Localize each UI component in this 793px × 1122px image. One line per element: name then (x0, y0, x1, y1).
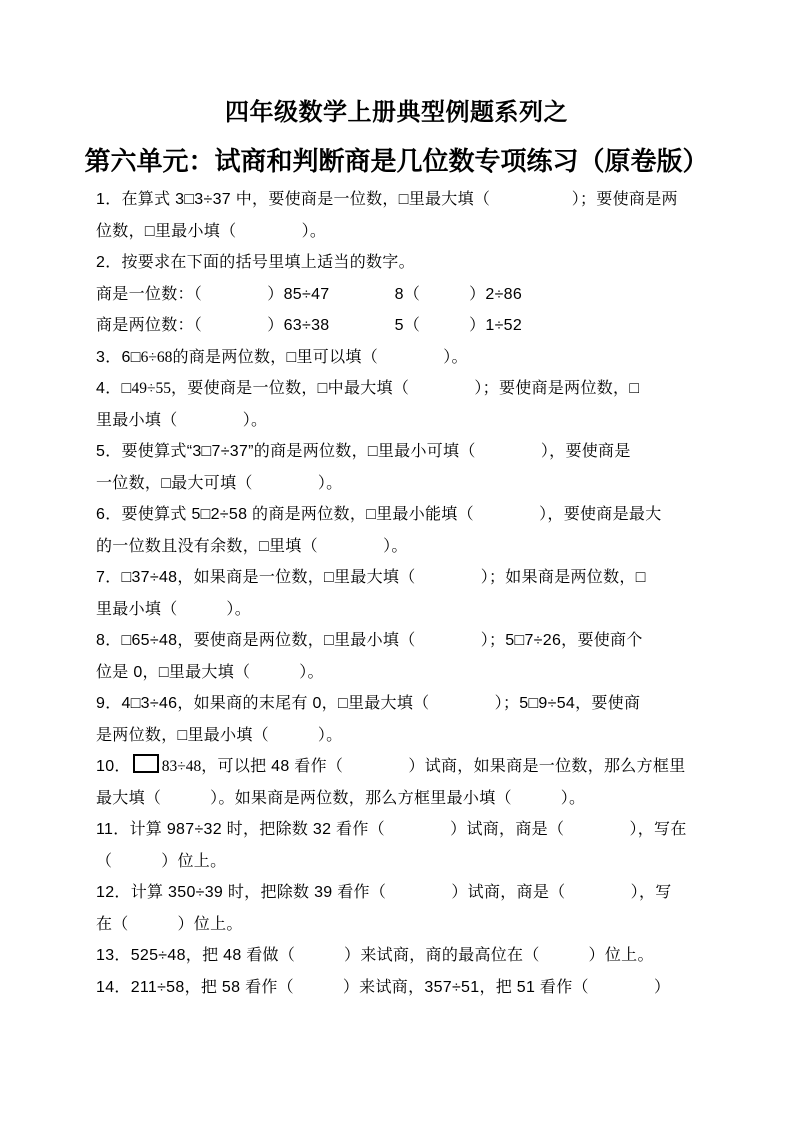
q14-line1 (96, 972, 697, 1004)
question-list (96, 184, 697, 1003)
text-segment: 里最小填（ ）。 (96, 411, 268, 429)
text-segment: ，要使商是一位数，□中最大填（ ）；要使商是两位数，□ (170, 380, 640, 397)
q9-line1 (96, 688, 697, 720)
q2-row-two-digit-quotient (96, 310, 697, 342)
q7-line1 (96, 562, 697, 594)
text-segment: 一位数，□最大可填（ ）。 (96, 474, 343, 492)
document-title: 四年级数学上册典型例题系列之 (225, 99, 568, 126)
text-segment: 11．计算 987÷32 时，把除数 32 看作（ ）试商，商是（ ），写在 (96, 821, 687, 838)
text-segment: 14．211÷58，把 58 看作（ ）来试商，357÷51，把 51 看作（ ） (96, 978, 671, 996)
text-segment: 1．在算式 3□3÷37 中，要使商是一位数，□里最大填（ ）；要使商是两 (96, 191, 678, 208)
text-segment: 位是 0，□里最大填（ ）。 (96, 663, 324, 681)
q5-line2 (96, 468, 697, 500)
text-segment: 13．525÷48，把 48 看做（ ）来试商，商的最高位在（ ）位上。 (96, 947, 654, 964)
text-segment: 7．□37÷48，如果商是一位数，□里最大填（ ）；如果商是两位数，□ (96, 569, 646, 586)
q3-line1 (96, 342, 697, 374)
q9-line2 (96, 720, 697, 752)
q5-line1 (96, 436, 697, 468)
expression-serif: 83÷48 (161, 758, 202, 775)
q1-line2 (96, 216, 697, 248)
text-segment: 5．要使算式“3□7÷37”的商是两位数，□里最小可填（ ），要使商是 (96, 443, 631, 460)
text-segment: 12．计算 350÷39 时，把除数 39 看作（ ）试商，商是（ ），写 (96, 884, 672, 901)
text-segment: 在（ ）位上。 (96, 915, 243, 933)
q4-line2 (96, 405, 697, 437)
q10-line2 (96, 783, 697, 815)
text-segment: 位数，□里最小填（ ）。 (96, 222, 327, 240)
q10-line1 (96, 751, 697, 783)
text-segment: 9．4□3÷46，如果商的末尾有 0，□里最大填（ ）；5□9÷54，要使商 (96, 695, 641, 712)
q6-line2 (96, 531, 697, 563)
q4-line1 (96, 373, 697, 405)
text-segment: 10． (96, 758, 131, 775)
q12-line2 (96, 909, 697, 941)
q2-line1 (96, 247, 697, 279)
answer-box (133, 754, 159, 773)
text-segment: 4．□ (96, 380, 132, 397)
text-segment: （ ）位上。 (96, 852, 227, 870)
text-segment: 商是两位数：（ ）63÷38 5（ ）1÷52 (96, 317, 523, 334)
q12-line1 (96, 877, 697, 909)
q11-line1 (96, 814, 697, 846)
text-segment: 商是一位数：（ ）85÷47 8（ ）2÷86 (96, 285, 523, 303)
text-segment: 的商是两位数，□里可以填（ ）。 (172, 348, 468, 366)
q11-line2 (96, 846, 697, 878)
text-segment: 6．要使算式 5□2÷58 的商是两位数，□里最小能填（ ），要使商是最大 (96, 506, 662, 523)
q1-line1 (96, 184, 697, 216)
expression-serif: 49÷55 (131, 380, 171, 397)
text-segment: 3．6□ (96, 348, 141, 366)
expression-serif: 6÷68 (140, 348, 173, 366)
document-subtitle: 第六单元：试商和判断商是几位数专项练习（原卷版） (84, 146, 709, 176)
text-segment: 2．按要求在下面的括号里填上适当的数字。 (96, 254, 415, 271)
text-segment: 的一位数且没有余数，□里填（ ）。 (96, 537, 408, 555)
q7-line2 (96, 594, 697, 626)
text-segment: ，可以把 48 看作（ ）试商，如果商是一位数，那么方框里 (201, 758, 686, 775)
q8-line2 (96, 657, 697, 689)
q8-line1 (96, 625, 697, 657)
text-segment: 最大填（ ）。如果商是两位数，那么方框里最小填（ ）。 (96, 789, 586, 807)
text-segment: 是两位数，□里最小填（ ）。 (96, 726, 343, 744)
text-segment: 8．□65÷48，要使商是两位数，□里最小填（ ）；5□7÷26，要使商个 (96, 632, 643, 649)
q6-line1 (96, 499, 697, 531)
text-segment: 里最小填（ ）。 (96, 600, 252, 618)
q2-row-one-digit-quotient (96, 279, 697, 311)
q13-line1 (96, 940, 697, 972)
